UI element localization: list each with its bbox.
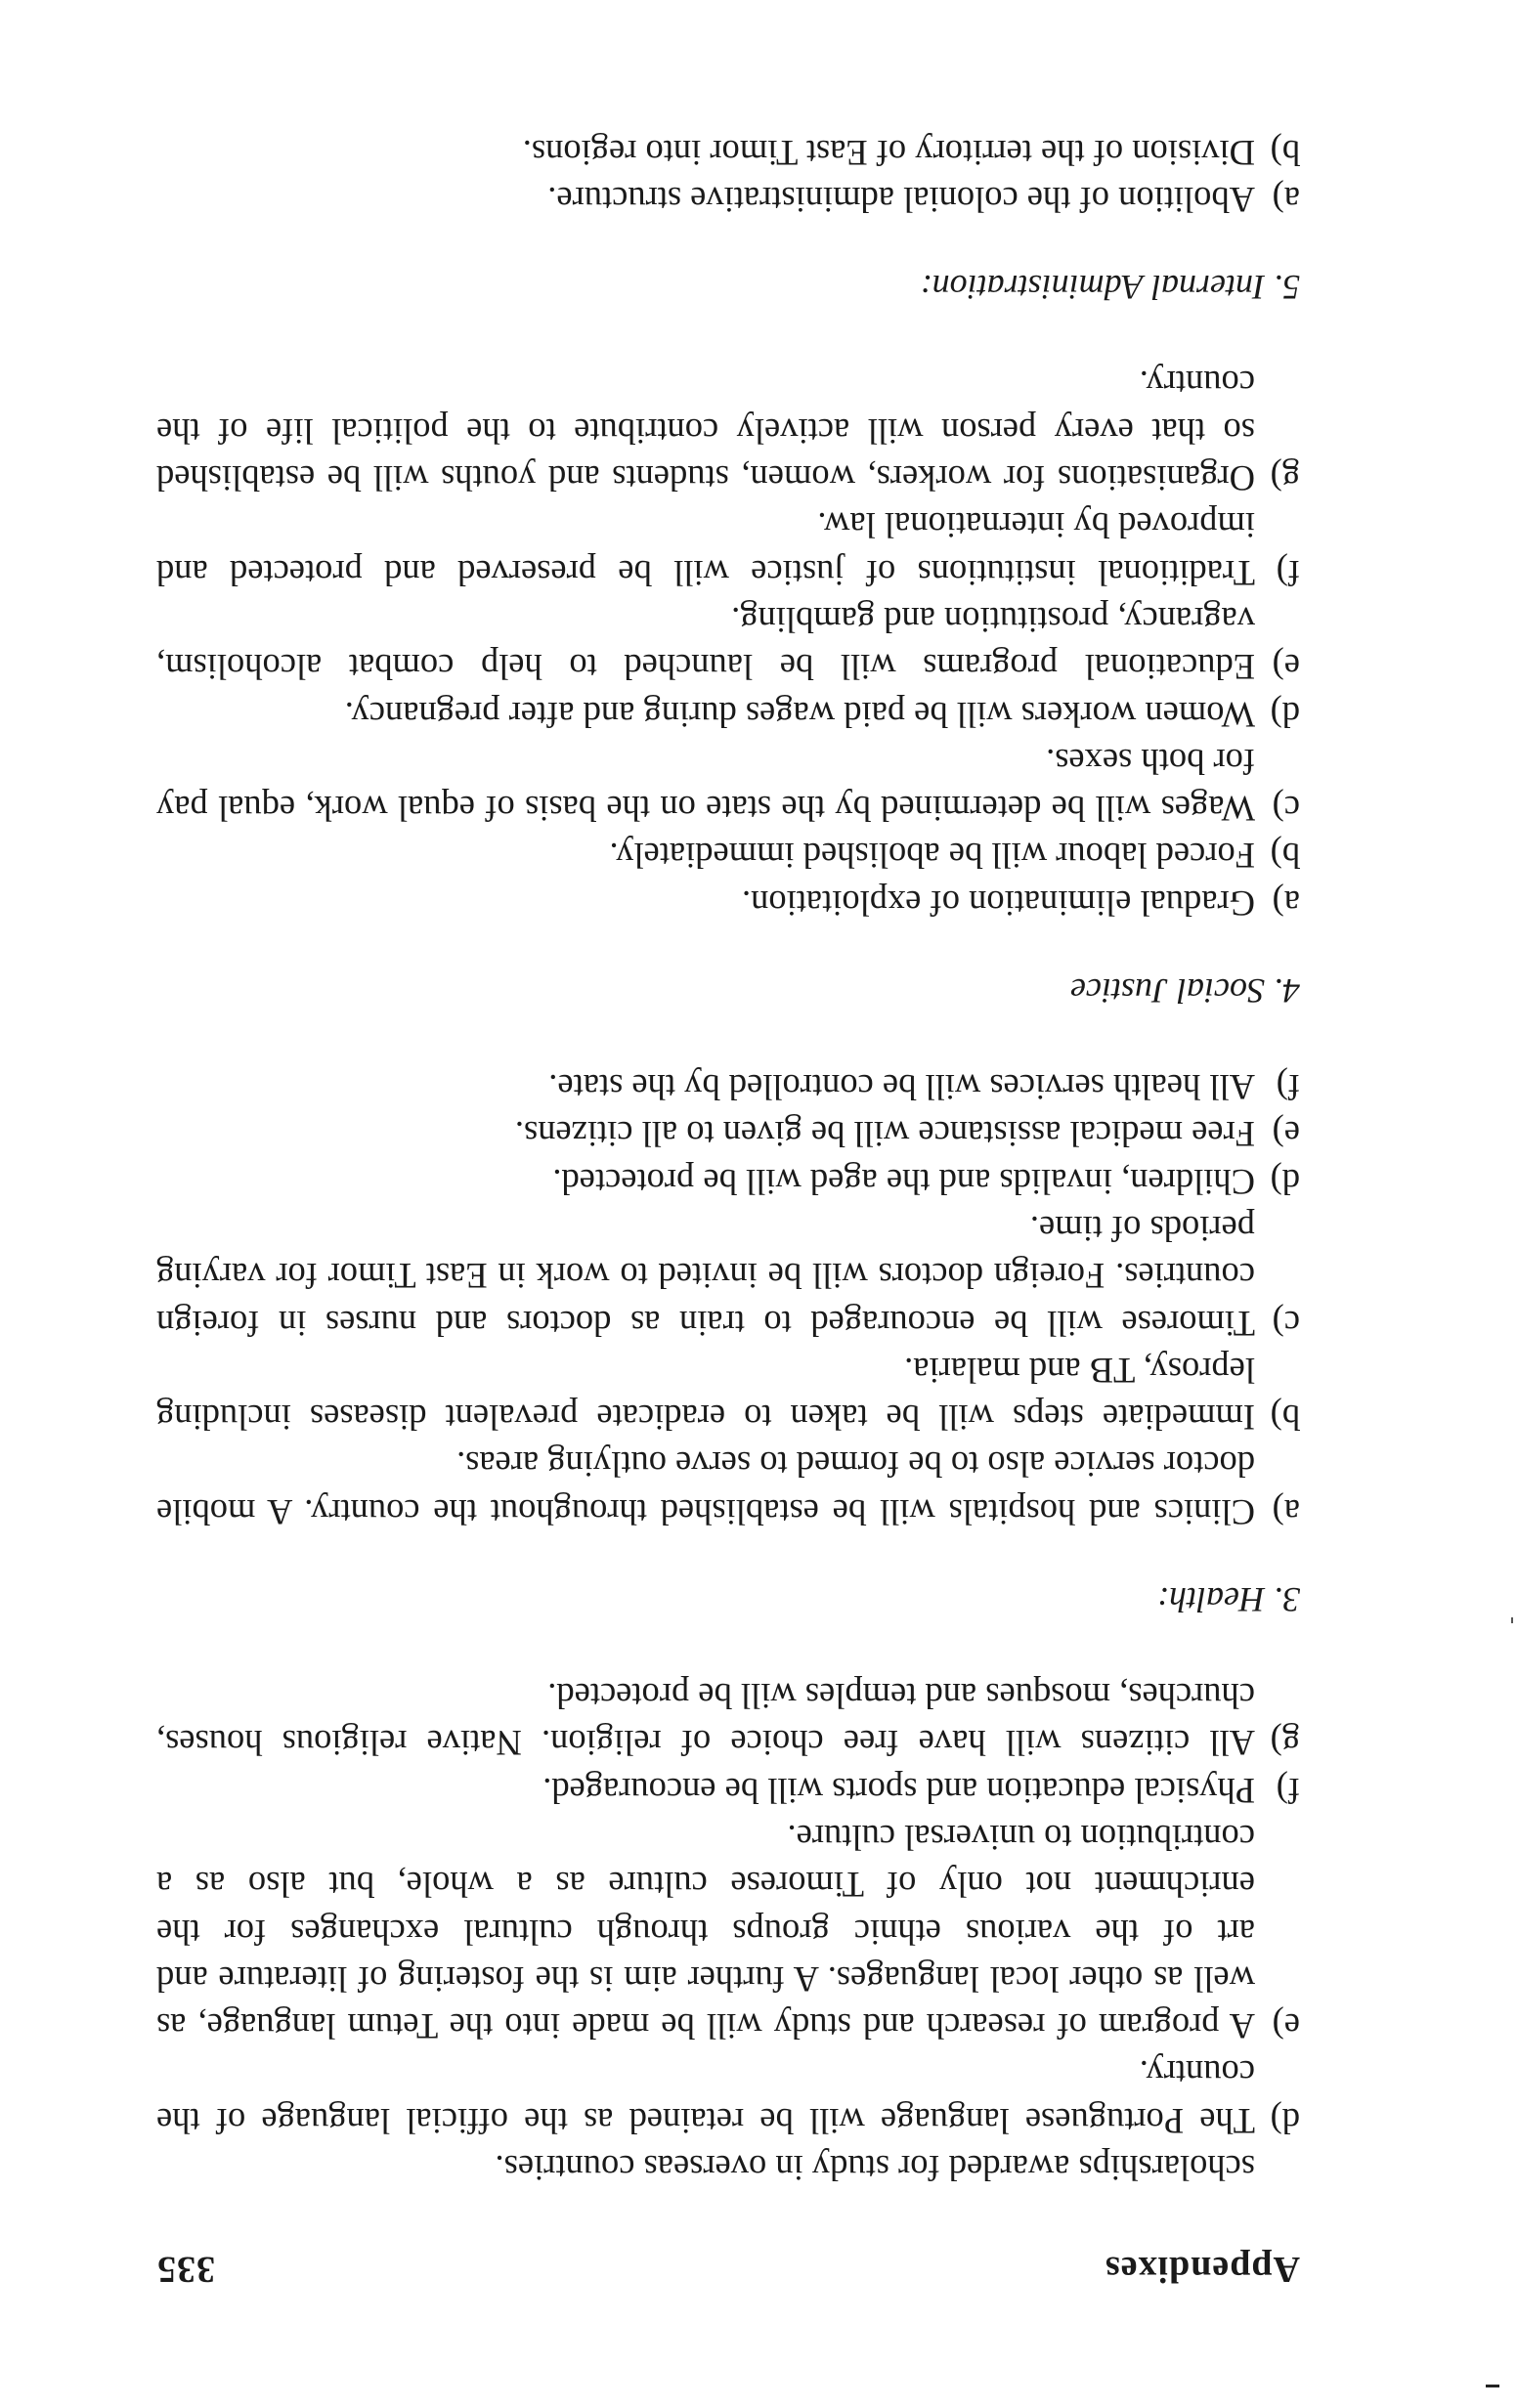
list-item — [156, 360, 1300, 501]
item-text: Timorese will be encouraged to train as doctors and nurses in foreign countries. Foreign doctors will be invited to work in East Timor for varying periods of time. — [156, 1208, 1255, 1344]
list-item — [156, 879, 1300, 925]
continued-text: scholarships awarded for study in overseas countries. — [495, 2148, 1255, 2188]
item-label: g) — [1270, 1723, 1300, 1764]
page-number: 335 — [156, 2249, 215, 2290]
running-title: Appendixes — [1104, 2249, 1300, 2290]
education-list — [156, 1672, 1300, 2144]
health-list — [156, 1063, 1300, 1535]
item-label: d) — [1270, 2100, 1300, 2141]
item-text: Organisations for workers, women, students and youths will be established so that every person will actively contribute to the political life of the country. — [156, 364, 1255, 499]
item-label: a) — [1272, 180, 1300, 221]
item-label: c) — [1272, 1303, 1300, 1344]
list-item — [156, 1766, 1300, 1813]
item-label: e) — [1272, 647, 1300, 688]
item-text: All citizens will have free choice of religion. Native religious houses, churches, mosques and temples will be protected. — [156, 1676, 1255, 1764]
item-text: Physical education and sports will be encouraged. — [542, 1770, 1255, 1811]
scan-speck-mark — [1511, 1617, 1513, 1623]
item-label: d) — [1270, 694, 1300, 735]
item-label: a) — [1272, 882, 1300, 924]
item-label: b) — [1270, 1398, 1300, 1439]
item-text: Gradual elimination of exploitation. — [741, 882, 1255, 924]
item-text: Division of the territory of East Timor into regions. — [522, 132, 1255, 173]
item-text: Children, invalids and the aged will be protected. — [552, 1161, 1255, 1202]
list-item — [156, 2144, 1300, 2191]
social-justice-list — [156, 360, 1300, 926]
item-text: Women workers will be paid wages during and after pregnancy. — [344, 694, 1255, 735]
list-item — [156, 1672, 1300, 1767]
item-text: Forced labour will be abolished immediately. — [609, 836, 1255, 877]
item-label: c) — [1272, 789, 1300, 830]
list-item — [156, 596, 1300, 691]
item-text: All health services will be controlled by the state. — [548, 1067, 1255, 1108]
list-item — [156, 832, 1300, 879]
item-text: Wages will be determined by the state on the basis of equal work, equal pay for both sexes. — [156, 741, 1255, 830]
item-label: g) — [1270, 458, 1300, 499]
item-text: Educational programs will be launched to help combat alcoholism, vagrancy, prostitution and gambling. — [156, 599, 1255, 688]
list-item — [156, 1157, 1300, 1204]
section-title-social-justice: 4. Social Justice — [1070, 970, 1300, 1010]
list-item — [156, 1205, 1300, 1347]
item-text: Abolition of the colonial administrative structure. — [547, 180, 1255, 221]
item-label: b) — [1270, 132, 1300, 173]
list-item — [156, 2049, 1300, 2144]
list-item — [156, 176, 1300, 223]
internal-administration-list — [156, 129, 1300, 224]
section-title-internal-administration: 5. Internal Administration: — [920, 268, 1300, 308]
list-item — [156, 690, 1300, 737]
item-label: e) — [1272, 2006, 1300, 2047]
item-label: b) — [1270, 836, 1300, 877]
item-text: Free medical assistance will be given to all citizens. — [514, 1114, 1255, 1155]
item-label: f) — [1276, 552, 1300, 593]
running-header — [156, 2246, 1300, 2293]
item-label: e) — [1272, 1114, 1300, 1155]
item-text: A program of research and study will be made into the Tetum language, as well as other local languages. A further aim is the fostering of literature and art of the various ethnic groups through cultural exchanges for the enrichment not only of Timorese culture as a whole, but also as a contribution to universal culture. — [156, 1817, 1255, 2047]
item-label: d) — [1270, 1161, 1300, 1202]
page-content — [156, 129, 1300, 2293]
list-item — [156, 1347, 1300, 1441]
list-item — [156, 1814, 1300, 2049]
item-text: The Portuguese language will be retained as the official language of the country. — [156, 2053, 1255, 2141]
list-item — [156, 1440, 1300, 1535]
scan-speck-mark — [1486, 2385, 1499, 2387]
list-item — [156, 129, 1300, 176]
list-item — [156, 501, 1300, 596]
item-text: Traditional institutions of justice will be preserved and protected and improved by international law. — [156, 505, 1255, 593]
item-text: Immediate steps will be taken to eradicate prevalent diseases including leprosy, TB and malaria. — [156, 1350, 1255, 1439]
item-label: a) — [1272, 1491, 1300, 1532]
list-item — [156, 738, 1300, 833]
list-item — [156, 1063, 1300, 1110]
list-item — [156, 1110, 1300, 1157]
item-label: f) — [1276, 1067, 1300, 1108]
section-title-health: 3. Health: — [1157, 1579, 1300, 1619]
item-text: Clinics and hospitals will be established throughout the country. A mobile doctor service also to be formed to serve outlying areas. — [156, 1444, 1255, 1532]
item-label: f) — [1276, 1770, 1300, 1811]
